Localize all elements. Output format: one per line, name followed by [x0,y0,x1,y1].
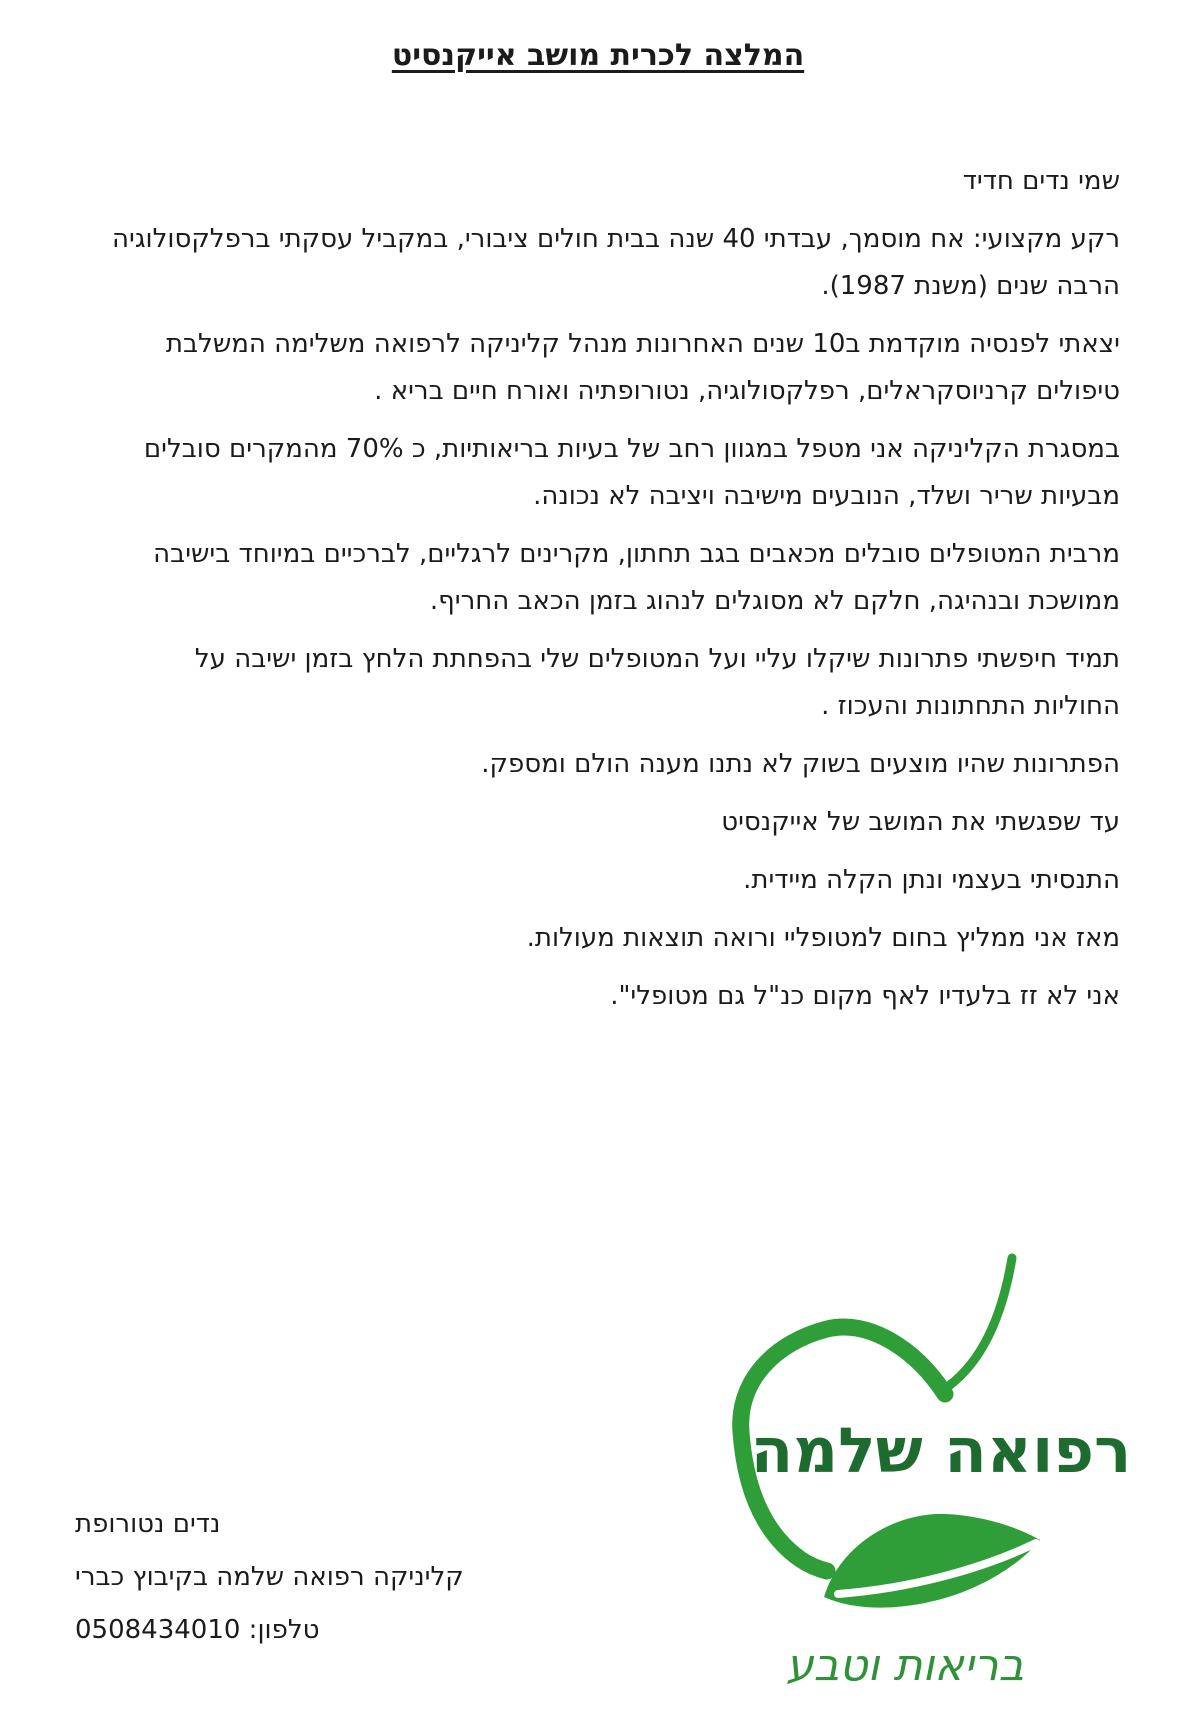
signature-phone: טלפון: 0508434010 [75,1615,320,1645]
signature-clinic: קליניקה רפואה שלמה בקיבוץ כברי [75,1562,464,1592]
paragraph-line: הפתרונות שהיו מוצעים בשוק לא נתנו מענה הולם ומספק. [481,749,1120,779]
paragraph [40,799,1120,846]
paragraph [40,741,1120,788]
signature-block [75,1498,464,1657]
paragraph-line: מבעיות שריר ושלד, הנובעים מישיבה ויציבה לא נכונה. [533,481,1120,511]
paragraph-line: ממושכת ובנהיגה, חלקם לא מסוגלים לנהוג בזמן הכאב החריף. [429,586,1120,616]
paragraph [40,216,1120,310]
paragraph-line: מאז אני ממליץ בחום למטופליי ורואה תוצאות מעולות. [526,923,1120,953]
document-title: המלצה לכרית מושב אייקנסיט [391,38,805,73]
paragraph [40,915,1120,962]
paragraph-line: רקע מקצועי: אח מוסמך, עבדתי 40 שנה בבית חולים ציבורי, במקביל עסקתי ברפלקסולוגיה [112,224,1120,254]
paragraph-line: טיפולים קרניוסקראלים, רפלקסולוגיה, נטורופתיה ואורח חיים בריא . [374,376,1120,406]
paragraph-line: שמי נדים חדיד [962,166,1120,196]
paragraph-line: עד שפגשתי את המושב של אייקנסיט [721,807,1120,837]
paragraph [40,426,1120,520]
logo-title: רפואה שלמה [750,1414,1132,1487]
paragraph-line: התנסיתי בעצמי ונתן הקלה מיידית. [743,865,1120,895]
paragraph-line: החוליות התחתונות והעכוז . [821,691,1120,721]
paragraph-line: יצאתי לפנסיה מוקדמת ב10 שנים האחרונות מנהל קליניקה לרפואה משלימה המשלבת [165,329,1120,359]
paragraph-line: במסגרת הקליניקה אני מטפל במגוון רחב של בעיות בריאותיות, כ 70% מהמקרים סובלים [143,434,1120,464]
paragraph [40,636,1120,730]
signature-name: נדים נטורופת [75,1509,221,1539]
paragraph [40,857,1120,904]
paragraph [40,531,1120,625]
paragraph-line: מרבית המטופלים סובלים מכאבים בגב תחתון, מקרינים לרגליים, לברכיים במיוחד בישיבה [153,539,1120,569]
paragraph-line: תמיד חיפשתי פתרונות שיקלו עליי ועל המטופלים שלי בהפחתת הלחץ בזמן ישיבה על [194,644,1120,674]
paragraph [40,158,1120,205]
paragraph [40,321,1120,415]
paragraph [40,973,1120,1020]
paragraph-line: הרבה שנים (משנת 1987). [821,271,1120,301]
paragraph-line: אני לא זז בלעדיו לאף מקום כנ"ל גם מטופלי". [610,981,1120,1011]
clinic-logo [700,1240,1140,1700]
letter-body [40,158,1120,1031]
clinic-logo-graphic [700,1240,1140,1700]
apple-stem-icon [943,1258,1012,1390]
logo-subtitle: בריאות וטבע [786,1640,1024,1691]
